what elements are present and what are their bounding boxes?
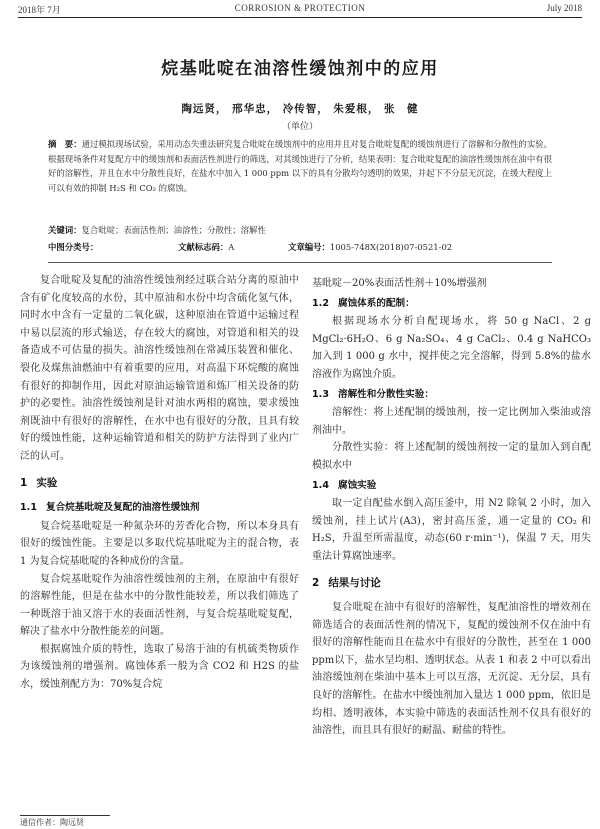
abstract-label: 摘 要：: [48, 139, 82, 149]
body-paragraph: 溶解性：将上述配制的缓蚀剂，按一定比例加入柴油或溶剂油中。: [312, 407, 591, 436]
article-meta: [48, 241, 560, 254]
body-paragraph: 复合烷基吡啶是一种氮杂环的芳香化合物，所以本身具有很好的缓蚀性能。主要是以多取代烷基吡啶为主的混合物，表 1 为复合烷基吡啶的各种成份的含量。: [20, 520, 299, 567]
running-head: [18, 3, 582, 17]
subsection-heading-1-2: 1.2 腐蚀体系的配制：: [312, 297, 415, 309]
abstract: [48, 137, 552, 195]
left-column: [20, 272, 299, 694]
header-rule: [18, 17, 582, 18]
body-paragraph: 根据腐蚀介质的特性，选取了易溶于油的有机硫类物质作为该缓蚀剂的增强剂。腐蚀体系一般为含 CO2 和 H2S 的盐水，缓蚀剂配方为：70%复合烷: [20, 643, 299, 691]
abstract-text: 通过模拟现场试验，采用动态失重法研究复合吡啶在缓蚀剂中的应用并且对复合吡啶复配的缓蚀剂进行了溶解和分散性的实验。根据现场条件对复配方中的缓蚀剂和表面活性剂进行的筛选，对其缓蚀进行了分析，结果表明：复合吡啶复配的油溶性缓蚀剂在油中有很好的溶解性，并且在水中分散性良好，在盐水中加入 1 000 ppm 以下的具有分散均匀透明的效果，并起下不分层无沉淀，在缓大程度上可以有效的抑制 H₂S 和 CO₂ 的腐蚀。: [48, 139, 553, 193]
subsection-heading-1-4: 1.4 腐蚀实验: [312, 479, 377, 491]
clc-number: 中图分类号：: [48, 242, 99, 252]
meta-rule: [48, 262, 552, 263]
continued-paragraph: 基吡啶－20%表面活性剂＋10%增强剂: [312, 278, 487, 289]
keywords-text: 复合吡啶；表面活性剂；油溶性；分散性；溶解性: [81, 225, 266, 235]
running-head-journal: CORROSION & PROTECTION: [234, 3, 366, 13]
running-head-date-en: July 2018: [546, 3, 582, 13]
affiliation: （单位）: [281, 122, 318, 132]
body-paragraph: 根据现场水分析自配现场水，将 50 g NaCl、2 g MgCl₂·6H₂O、6 g Na₂SO₄、4 g CaCl₂、0.4 g NaHCO₃ 加入到 1 000 g 水中，搅拌使之完全溶解，得到 5.8%的盐水溶液作为腐蚀介质。: [312, 316, 591, 380]
right-column: [312, 275, 591, 740]
running-head-date: 2018年 7月: [18, 5, 61, 15]
corresponding-author-footnote: 通信作者：陶远贤: [20, 818, 84, 827]
body-paragraph: 取一定自配盐水倒入高压釜中，用 N2 除氧 2 小时，加入缓蚀剂，挂上试片(A3)，密封高压釜，通一定量的 CO₂ 和 H₂S，升温至所需温度，动态(60 r·min⁻¹)，保温 7 天，用失重法计算腐蚀速率。: [312, 498, 591, 562]
body-paragraph: 复合烷基吡啶作为油溶性缓蚀剂的主剂，在原油中有很好的溶解性能，但是在盐水中的分散性能较差，所以我们筛选了一种既溶于油又溶于水的表面活性剂，与复合烷基吡啶复配，解决了盐水中分散性能差的问题。: [20, 573, 299, 638]
article-number: 文章编号：1005-748X(2018)07-0521-02: [288, 242, 453, 252]
section-heading-results: 2 结果与讨论: [312, 576, 381, 589]
subsection-heading-1-3: 1.3 溶解性和分散性实验：: [312, 388, 434, 400]
keywords: [48, 224, 552, 237]
subsection-heading-1-1: 1.1 复合烷基吡啶及复配的油溶性缓蚀剂: [20, 502, 200, 514]
intro-paragraph: 复合吡啶及复配的油溶性缓蚀剂经过联合站分离的原油中含有矿化度较高的水份，其中原油和水份中均含硫化氢气体，同时水中含有一定量的二氧化碳，这种原油在管道中运输过程中易以层流的形式输送，存在较大的腐蚀，对管道和相关的设备造成不可估量的损失。油溶性缓蚀剂在常减压装置和催化、裂化及煤焦油燃油中有着重要的应用，对高温下环烷酸的腐蚀有很好的抑制作用，因此对原油运输管道和炼厂相关设备的防护的必要性。油溶性缓蚀剂是针对油水两相的腐蚀，要求缓蚀剂既油中有很好的溶解性，在水中也有很好的分散，且具有较好的缓蚀性能，这种运输管道和相关的防护方法得到了业内广泛的认可。: [20, 275, 299, 462]
section-heading-experiment: 1 实验: [20, 476, 58, 489]
keywords-label: 关键词：: [48, 225, 82, 235]
paper-title: 烷基吡啶在油溶性缓蚀剂中的应用: [161, 59, 439, 79]
body-paragraph: 复合吡啶在油中有很好的溶解性，复配油溶性的增效剂在筛选适合的表面活性剂的情况下，复配的缓蚀剂不仅在油中有很好的溶解性能而且在盐水中有很好的分散性，甚至在 1 000 ppm以下，盐水呈均相、透明状态。从表 1 和表 2 中可以看出油溶缓蚀剂在柴油中基本上可以互溶，无沉淀、无分层，具有良好的溶解性。在盐水中缓蚀剂加入量达 1 000 ppm，依旧是均相、透明液体，本实验中筛选的表面活性剂不仅具有很好的油溶性，而且具有很好的耐温、耐盐的特性。: [312, 602, 591, 737]
body-paragraph: 分散性实验：将上述配制的缓蚀剂按一定的量加入到自配模拟水中: [312, 442, 591, 471]
footnote-rule: [20, 815, 110, 816]
document-code: 文献标志码：A: [178, 242, 235, 252]
author-list: 陶远贤， 邢华忠， 冷传智， 朱爱根， 张 健: [181, 103, 419, 115]
